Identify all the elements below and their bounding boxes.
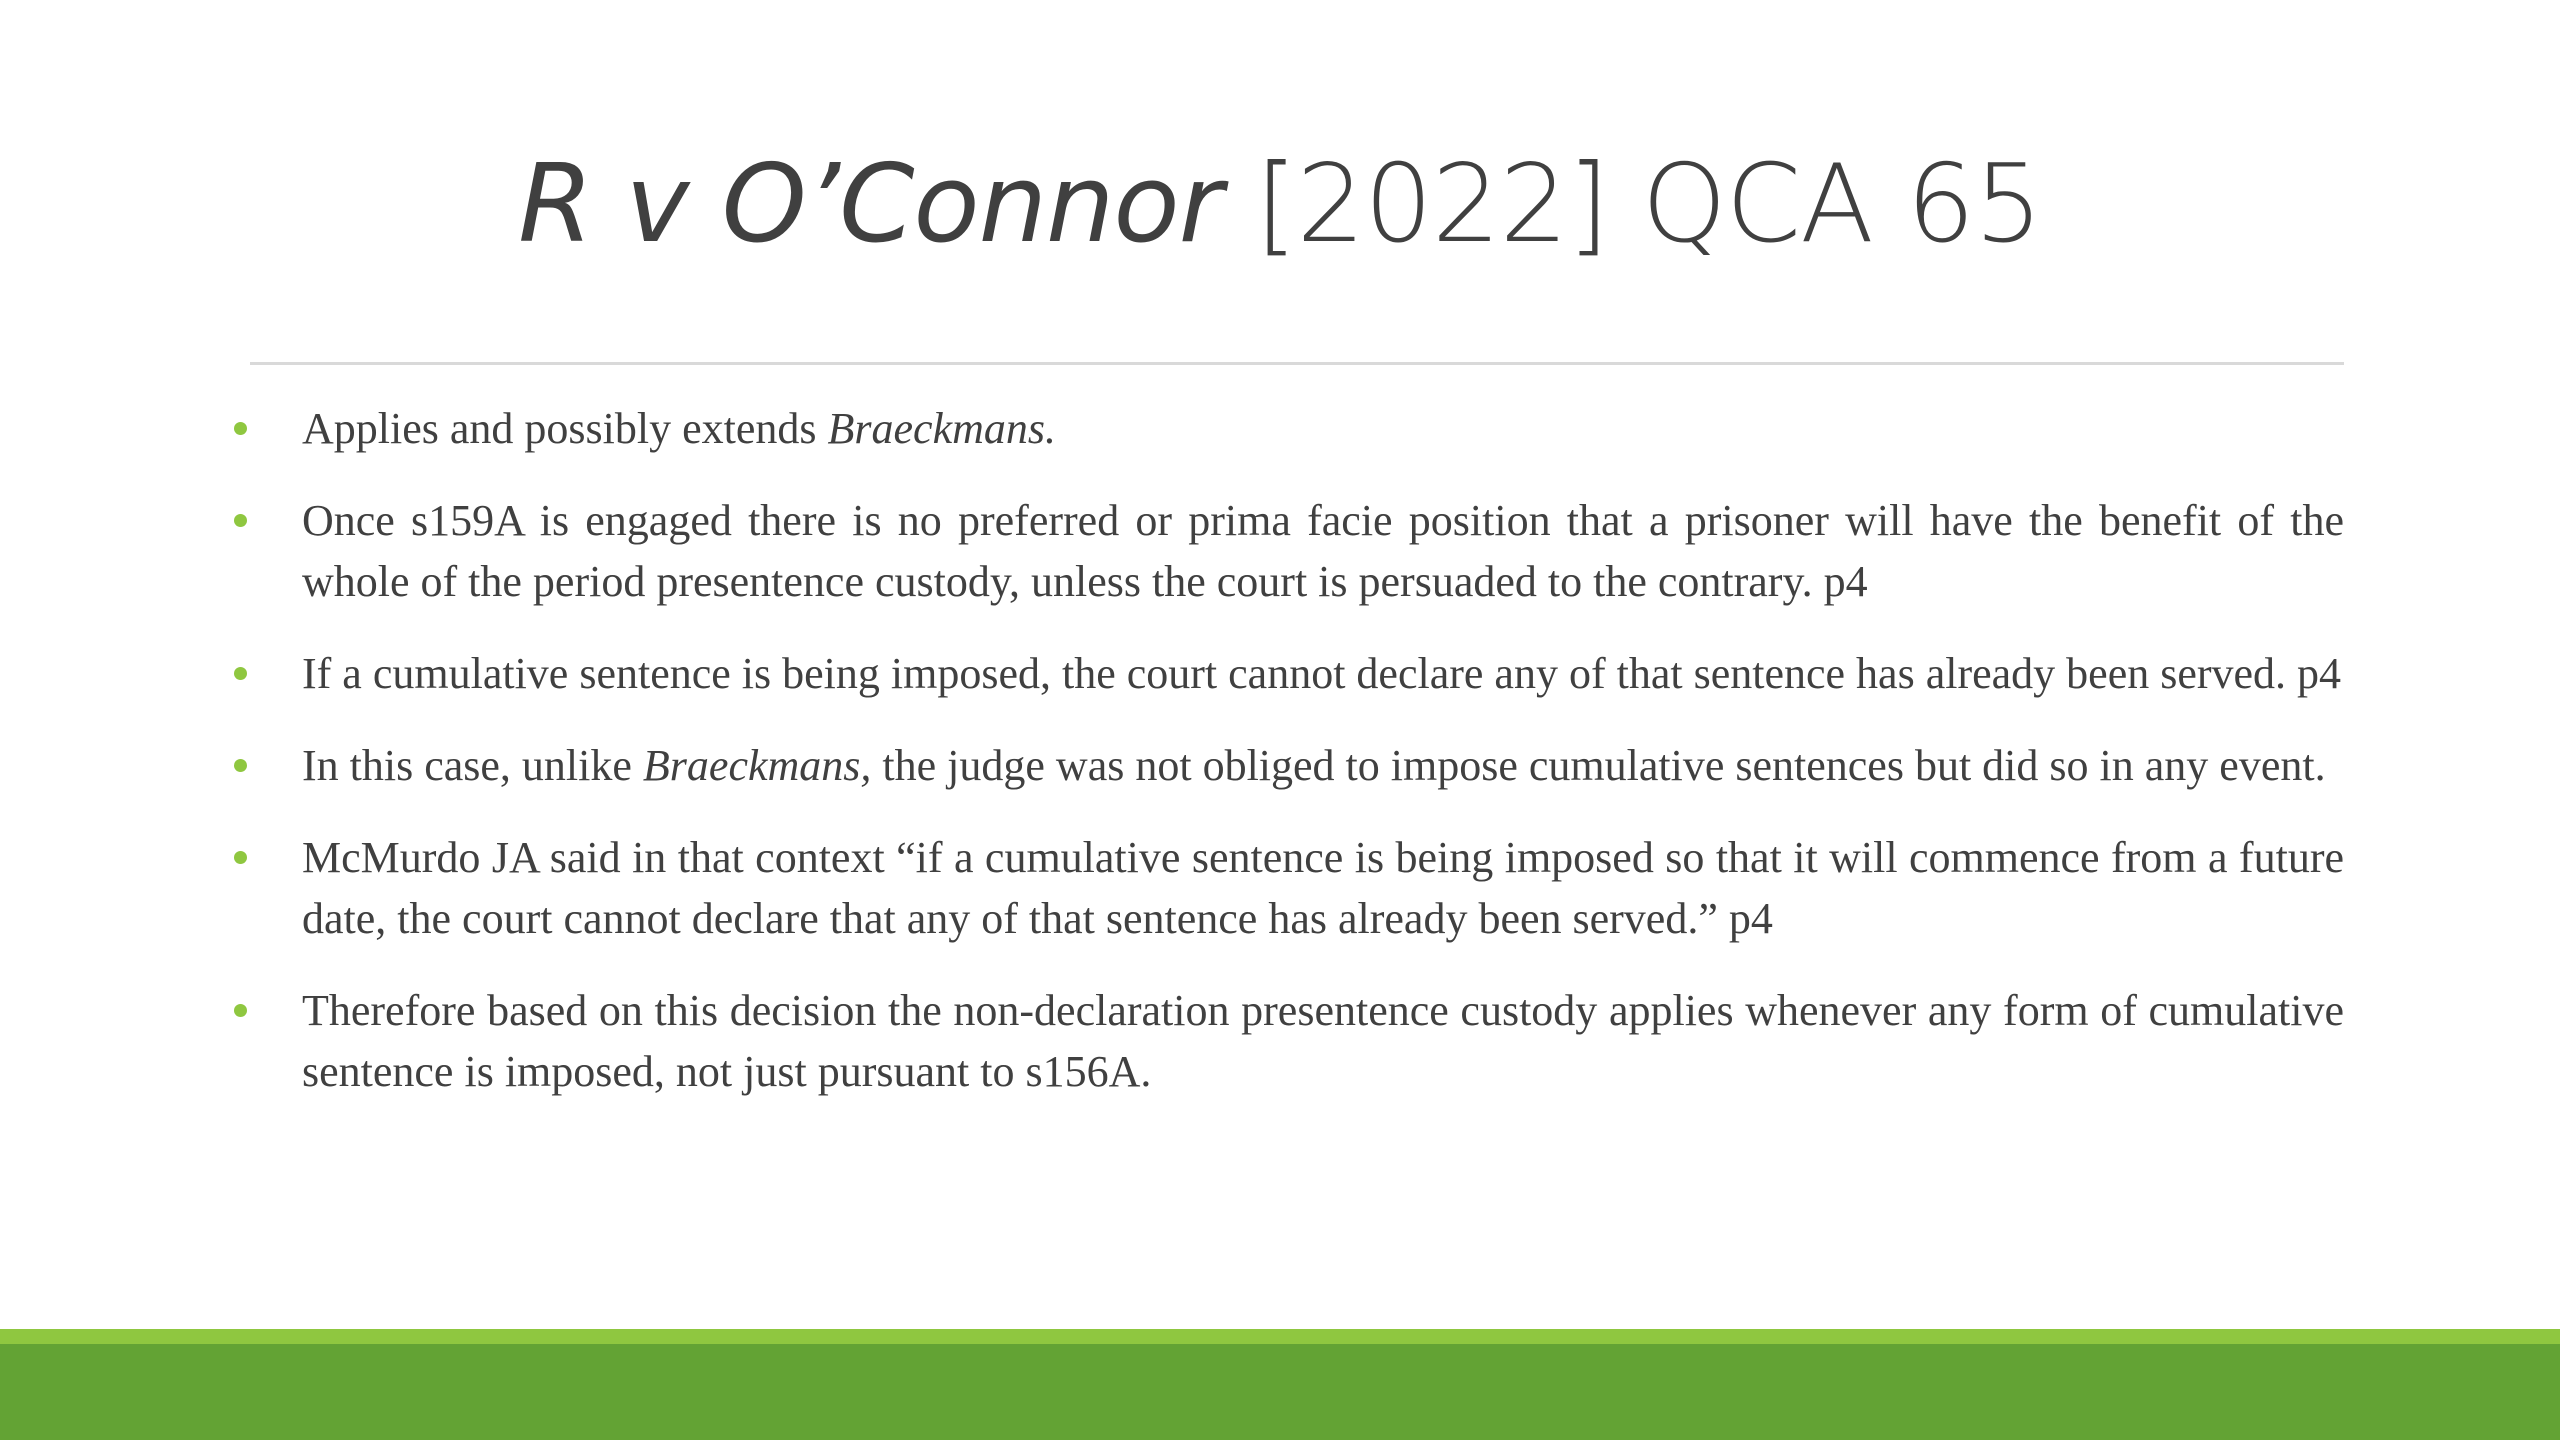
bullet-text: If a cumulative sentence is being imposed, the court cannot declare any of that sentence has already been served. p4 (302, 649, 2342, 698)
title-divider (250, 362, 2344, 365)
bullet-item (230, 735, 2344, 796)
bullet-text-after: the judge was not obliged to impose cumulative sentences but did so in any event. (871, 741, 2326, 790)
bullet-item (230, 398, 2344, 459)
bullet-text: Therefore based on this decision the non-declaration presentence custody applies whenever any form of cumulative sentence is imposed, not just pursuant to s156A. (302, 986, 2344, 1096)
bullet-item (230, 643, 2344, 704)
bullet-icon (234, 851, 247, 864)
bullet-text-italic: Braeckmans. (827, 404, 1057, 453)
bullet-list (230, 398, 2344, 1133)
slide-title (0, 140, 2560, 270)
bullet-item (230, 490, 2344, 612)
bullet-item (230, 827, 2344, 949)
bullet-text: Once s159A is engaged there is no preferred or prima facie position that a prisoner will have the benefit of the whole of the period presentence custody, unless the court is persuaded to the contrary. p4 (302, 496, 2344, 606)
bullet-text: Applies and possibly extends (302, 404, 828, 453)
bullet-icon (234, 667, 247, 680)
case-citation: [2022] QCA 65 (1221, 142, 2042, 267)
bullet-icon (234, 514, 247, 527)
bullet-icon (234, 422, 247, 435)
bullet-text: In this case, unlike (302, 741, 643, 790)
bullet-icon (234, 1004, 247, 1017)
bullet-item (230, 980, 2344, 1102)
bullet-text-italic: Braeckmans, (642, 741, 872, 790)
footer-band (0, 1344, 2560, 1440)
footer-accent-band (0, 1329, 2560, 1344)
bullet-icon (234, 759, 247, 772)
case-name: R v O’Connor (518, 142, 1222, 267)
bullet-text: McMurdo JA said in that context “if a cumulative sentence is being imposed so that it will commence from a future date, the court cannot declare that any of that sentence has already been served.” p4 (302, 833, 2344, 943)
